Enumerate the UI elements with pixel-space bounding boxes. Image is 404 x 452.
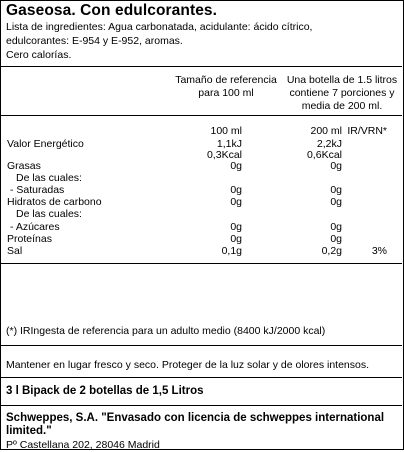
value-ir: 3% [371, 245, 387, 257]
value-200ml: 0g [330, 233, 342, 245]
units-row [0, 125, 402, 137]
row-label: - Saturadas [10, 184, 65, 196]
table-row [0, 172, 402, 184]
reference-intake-footnote: (*) IRIngesta de referencia para un adulto medio (8400 kJ/2000 kcal) [6, 325, 326, 337]
table-row [0, 233, 402, 245]
value-200ml: 0,6Kcal [306, 149, 342, 161]
header-bottle-portions: Una botella de 1.5 litros contiene 7 porciones y media de 200 ml. [286, 74, 398, 112]
table-row [0, 245, 402, 257]
value-100ml: 0g [230, 196, 242, 208]
row-label: Valor Energético [7, 138, 84, 150]
row-label: Proteínas [7, 233, 52, 245]
company-line-2: limited." [6, 425, 52, 437]
value-100ml: 0g [230, 160, 242, 172]
header-reference-size: Tamaño de referencia para 100 ml [175, 74, 277, 99]
value-200ml: 0g [330, 160, 342, 172]
product-title: Gaseosa. Con edulcorantes. [6, 2, 218, 19]
unit-200ml: 200 ml [310, 125, 342, 137]
row-label: Grasas [7, 160, 41, 172]
row-label: Hidratos de carbono [7, 196, 102, 208]
divider [0, 405, 402, 406]
ingredients-line-2: edulcorantes: E-954 y E-952, aromas. [6, 35, 183, 47]
zero-calories-note: Cero calorías. [6, 49, 72, 61]
table-row [0, 221, 402, 233]
pack-description: 3 l Bipack de 2 botellas de 1,5 Litros [6, 385, 204, 397]
ingredients-line-1: Lista de ingredientes: Agua carbonatada, acidulante: ácido cítrico, [6, 21, 313, 33]
table-row [0, 160, 402, 172]
divider [0, 377, 402, 378]
divider [0, 345, 402, 346]
divider [0, 115, 402, 116]
unit-ir-vrn: IR/VRN* [347, 125, 387, 137]
value-200ml: 2,2kJ [316, 138, 342, 150]
value-100ml: 0,3Kcal [206, 149, 242, 161]
row-label: Sal [7, 245, 23, 257]
value-200ml: 0g [330, 221, 342, 233]
company-line-1: Schweppes, S.A. "Envasado con licencia de schweppes international [6, 412, 385, 424]
value-100ml: 0g [230, 184, 242, 196]
value-200ml: 0g [330, 184, 342, 196]
value-100ml: 0,1g [221, 245, 242, 257]
value-200ml: 0g [330, 196, 342, 208]
value-100ml: 0g [230, 221, 242, 233]
company-address: Pº Castellana 202, 28046 Madrid [6, 439, 160, 451]
value-200ml: 0,2g [321, 245, 342, 257]
storage-instructions: Mantener en lugar fresco y seco. Proteger de la luz solar y de olores intensos. [6, 359, 370, 371]
value-100ml: 1,1kJ [216, 138, 242, 150]
table-row [0, 208, 402, 220]
row-label: - Azúcares [10, 221, 60, 233]
divider [0, 66, 402, 67]
row-label: De las cuales: [16, 172, 82, 184]
divider [0, 263, 402, 264]
row-label: De las cuales: [16, 208, 82, 220]
table-row [0, 196, 402, 208]
table-row [0, 184, 402, 196]
value-100ml: 0g [230, 233, 242, 245]
unit-100ml: 100 ml [210, 125, 242, 137]
